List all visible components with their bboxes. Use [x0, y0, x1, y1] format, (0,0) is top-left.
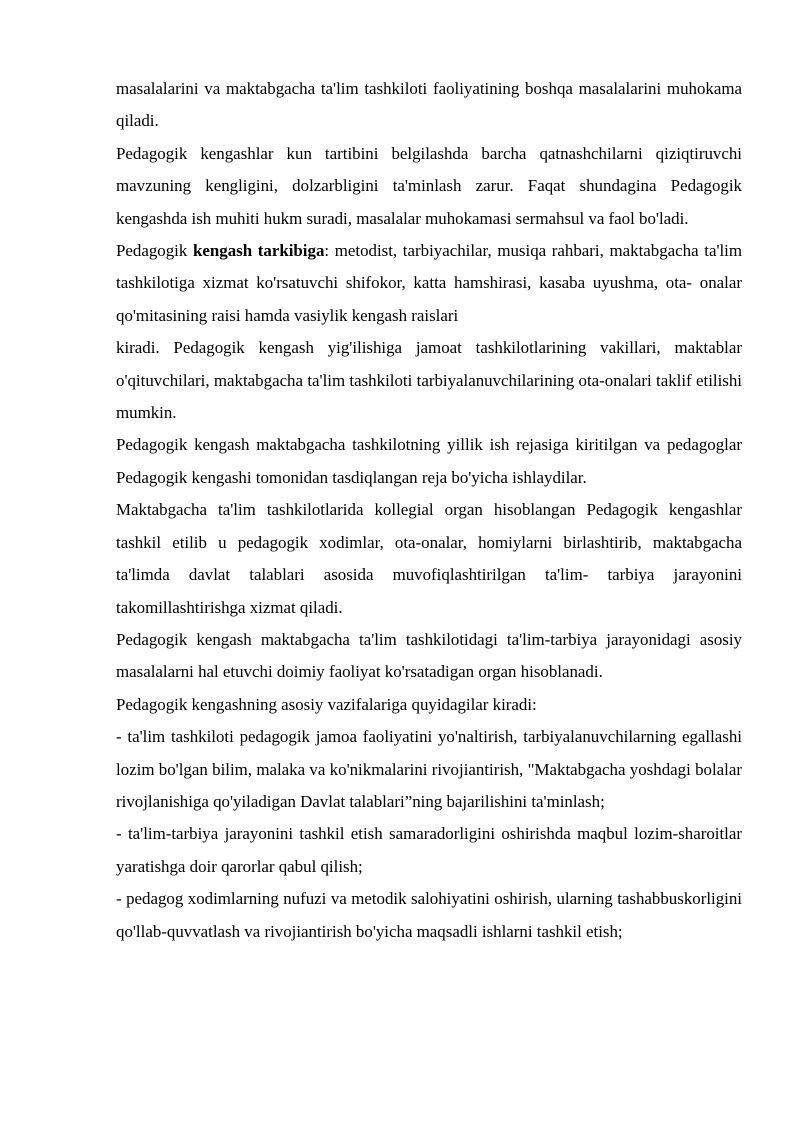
list-item: - pedagog xodimlarning nufuzi va metodik salohiyatini oshirish, ularning tashabbuskorligini qo'llab-quvvatlash va rivojiantirish bo'yicha maqsadli ishlarni tashkil etish; [116, 889, 742, 941]
paragraph: masalalarini va maktabgacha ta'lim tashkiloti faoliyatining boshqa masalalarini muhokama qiladi. [116, 79, 742, 131]
paragraph-composition [116, 235, 742, 332]
paragraph-prefix: Pedagogik [116, 241, 193, 261]
document-body [116, 73, 742, 948]
paragraph: kiradi. Pedagogik kengash yig'ilishiga jamoat tashkilotlarining vakillari, maktablar o'qituvchilari, maktabgacha ta'lim tashkiloti tarbiyalanuvchilarining ota-onalari taklif etilishi mumkin. [116, 338, 742, 423]
paragraph: Pedagogik kengash maktabgacha tashkilotning yillik ish rejasiga kiritilgan va pedagoglar Pedagogik kengashi tomonidan tasdiqlangan reja bo'yicha ishlaydilar. [116, 435, 742, 487]
list-item: - ta'lim-tarbiya jarayonini tashkil etish samaradorligini oshirishda maqbul lozim-sharoitlar yaratishga doir qarorlar qabul qilish; [116, 824, 742, 876]
bold-term: kengash tarkibiga [192, 241, 325, 261]
list-item: - ta'lim tashkiloti pedagogik jamoa faoliyatini yo'naltirish, tarbiyalanuvchilarning egallashi lozim bo'lgan bilim, malaka va ko'nikmalarini rivojiantirish, "Maktabgacha yoshdagi bolalar rivojlanishiga qo'yiladigan Davlat talablari”ning bajarilishini ta'minlash; [116, 727, 742, 811]
paragraph-suffix: : metodist, tarbiyachilar, musiqa rahbari, maktabgacha ta'lim tashkilotiga xizmat ko'rsatuvchi shifokor, katta hamshirasi, kasaba uyushma, ota- onalar qo'mitasining raisi hamda vasiylik kengash raislari [116, 241, 743, 325]
paragraph: Pedagogik kengashlar kun tartibini belgilashda barcha qatnashchilarni qiziqtiruvchi mavzuning kengligini, dolzarbligini ta'minlash zarur. Faqat shundagina Pedagogik kengashda ish muhiti hukm suradi, masalalar muhokamasi sermahsul va faol bo'ladi. [116, 143, 742, 228]
paragraph: Maktabgacha ta'lim tashkilotlarida kollegial organ hisoblangan Pedagogik kengashlar tashkil etilib u pedagogik xodimlar, ota-onalar, homiylarni birlashtirib, maktabgacha ta'limda davlat talablari asosida muvofiqlashtirilgan ta'lim- tarbiya jarayonini takomillashtirishga xizmat qiladi. [116, 500, 742, 617]
paragraph: Pedagogik kengashning asosiy vazifalariga quyidagilar kiradi: [116, 694, 537, 714]
paragraph: Pedagogik kengash maktabgacha ta'lim tashkilotidagi ta'lim-tarbiya jarayonidagi asosiy masalalarni hal etuvchi doimiy faoliyat ko'rsatadigan organ hisoblanadi. [116, 629, 742, 682]
